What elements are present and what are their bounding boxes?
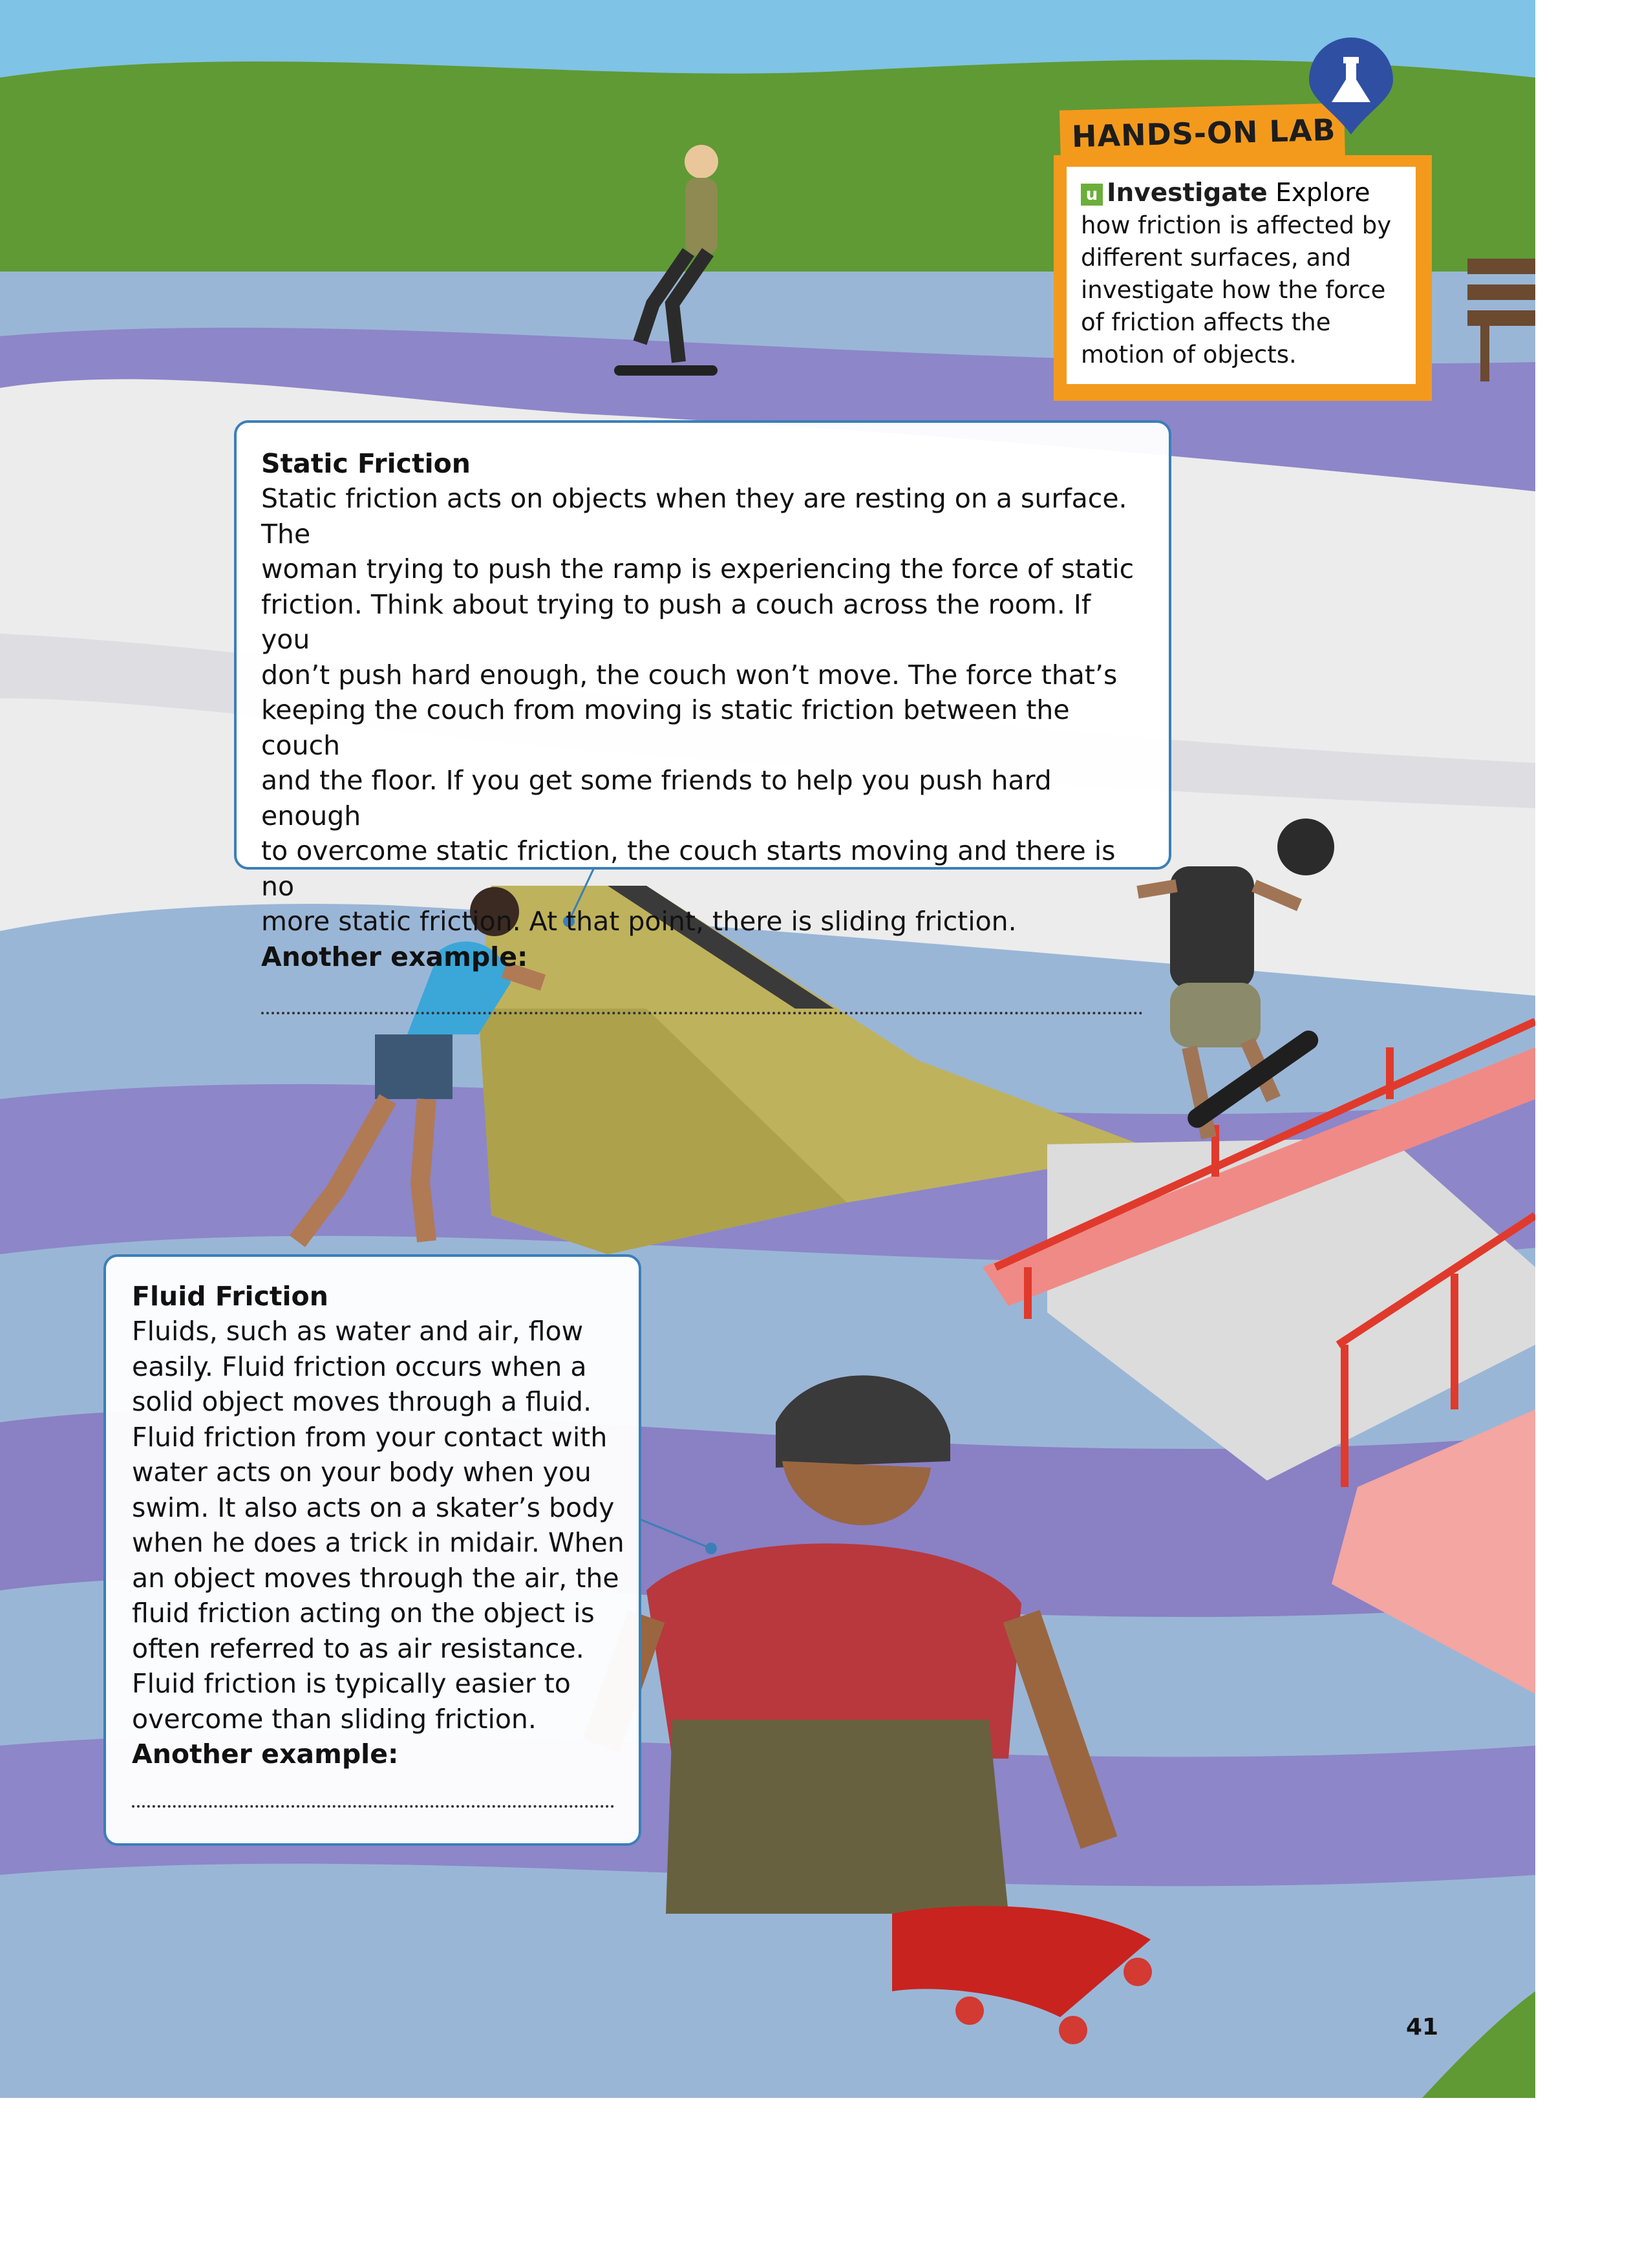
fluid-friction-line: easily. Fluid friction occurs when a	[132, 1351, 587, 1382]
static-friction-heading: Static Friction	[261, 448, 471, 479]
static-friction-line: keeping the couch from moving is static friction between the couch	[261, 694, 1070, 761]
static-friction-example-label: Another example:	[261, 941, 528, 972]
static-friction-line: friction. Think about trying to push a couch across the room. If you	[261, 588, 1091, 655]
fluid-friction-line: fluid friction acting on the object is	[132, 1598, 595, 1629]
static-friction-line: woman trying to push the ramp is experiencing the force of static	[261, 553, 1134, 584]
fluid-friction-line: overcome than sliding friction.	[132, 1703, 537, 1735]
fluid-friction-line: when he does a trick in midair. When	[132, 1527, 624, 1558]
static-friction-line: don’t push hard enough, the couch won’t move. The force that’s	[261, 659, 1118, 690]
lab-line: investigate how the force	[1081, 276, 1386, 304]
fluid-friction-line: Fluids, such as water and air, flow	[132, 1316, 584, 1347]
static-friction-line: and the floor. If you get some friends to help you push hard enough	[261, 765, 1052, 831]
fluid-friction-line: water acts on your body when you	[132, 1457, 591, 1488]
fluid-friction-callout	[103, 1254, 641, 1846]
static-friction-line: Static friction acts on objects when they are resting on a surface. The	[261, 483, 1127, 550]
lab-heading[interactable]: Investigate	[1107, 178, 1268, 208]
static-friction-answer-line[interactable]	[261, 1012, 1143, 1014]
fluid-friction-line: Fluid friction from your contact with	[132, 1421, 608, 1453]
lab-badge-icon: u	[1081, 184, 1103, 206]
static-friction-line: to overcome static friction, the couch starts moving and there is no	[261, 835, 1116, 902]
lab-line: of friction affects the	[1081, 308, 1331, 336]
fluid-friction-line: Fluid friction is typically easier to	[132, 1668, 571, 1699]
static-friction-line: more static friction. At that point, there is sliding friction.	[261, 906, 1017, 937]
fluid-friction-answer-line[interactable]	[132, 1805, 614, 1808]
fluid-friction-line: swim. It also acts on a skater’s body	[132, 1492, 615, 1523]
fluid-friction-line: solid object moves through a fluid.	[132, 1386, 592, 1417]
hands-on-lab-content	[1067, 167, 1416, 384]
fluid-pointer-dot	[705, 1543, 717, 1554]
lab-first-word: Explore	[1275, 178, 1370, 208]
flask-icon	[1306, 37, 1396, 141]
hands-on-lab-title: HANDS-ON LAB	[1071, 112, 1337, 155]
fluid-friction-heading: Fluid Friction	[132, 1281, 328, 1312]
lab-heading-line	[1081, 177, 1407, 209]
fluid-friction-line: often referred to as air resistance.	[132, 1632, 584, 1664]
lab-line: different surfaces, and	[1081, 244, 1352, 272]
fluid-friction-line: an object moves through the air, the	[132, 1562, 619, 1594]
static-friction-callout	[234, 420, 1171, 972]
lab-line: motion of objects.	[1081, 341, 1297, 369]
page-number: 41	[1406, 2014, 1439, 2040]
hands-on-lab-frame	[1054, 155, 1432, 401]
fluid-friction-example-label: Another example:	[132, 1738, 399, 1770]
lab-line: how friction is affected by	[1081, 211, 1392, 239]
